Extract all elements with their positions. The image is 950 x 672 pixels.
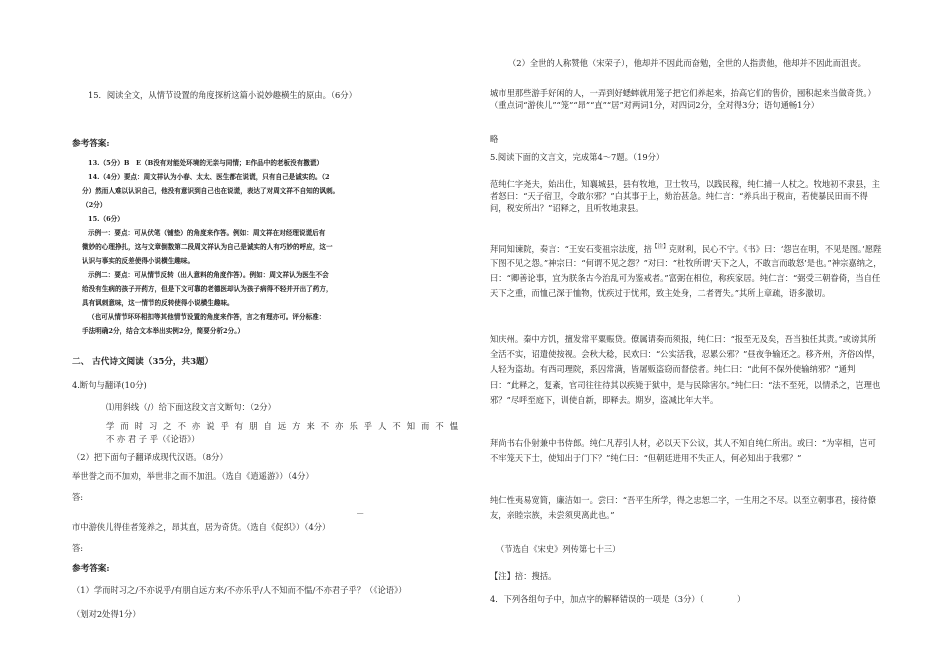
scoring-note: （也可从情节环环相扣等其他情节设置的角度来作答，言之有理亦可。评分标准： bbox=[88, 313, 326, 321]
question-4-2: （2）把下面句子翻译成现代汉语。（8分） bbox=[72, 452, 228, 462]
example-1-end: 认识与事实的反差使得小说横生趣味。 bbox=[82, 257, 195, 265]
answer-heading: 参考答案: bbox=[72, 139, 110, 149]
passage-paragraph-1: 范纯仁字尧夫，始出仕，知襄城县，县有牧地，卫士牧马，以践民稼，纯仁捕一人杖之。牧地初不隶县，主者怒曰：“天子宿卫，令敢尔邪？”白其事于上，劾治甚急。纯仁言：“养兵出于税亩，若使暴民田而不得问，税安所出？”诏释之，且听牧地隶县。 bbox=[490, 179, 880, 213]
passage-text: 克财利，民心不宁。《书》曰：‘怨岂在明，不见是图。’愿陛下图不见之怨。”神宗曰：“何谓不见之怨？”对曰：“杜牧所谓‘天下之人，不敢言而敢怒’是也。”神宗嘉纳之，曰：“卿善论事，宜为朕条古今治乱可为鉴戒者。”富弼在相位，称疾家居。纯仁言：“弼受三朝眷倚，当自任天下之重，而恤己深于恤物，忧疾过于忧邦，致主处身，二者胥失。”其所上章疏，语多激切。 bbox=[490, 243, 882, 298]
translation-answer-1: （2）全世的人称赞他（宋荣子），他却并不因此而奋勉，全世的人指责他，他却并不因此而沮丧。 bbox=[508, 58, 866, 68]
question-5: 5.阅读下面的文言文，完成第4～7题。（19分） bbox=[490, 152, 665, 162]
verse-line-1: 学 而 时 习 之 不 亦 说 乎 有 朋 自 远 方 来 不 亦 乐 乎 人 不 知 而 不 愠 bbox=[106, 421, 458, 431]
section-heading: 二、 古代诗文阅读（35分，共3题） bbox=[72, 357, 214, 367]
verse-line-2: 不 亦 君 子 乎（《论语》） bbox=[106, 434, 200, 444]
example-1-cont: 微妙的心理挣扎，这与文章倒数第二段周文祥认为自己是诚实的人有巧妙的呼应，这一 bbox=[82, 243, 333, 251]
footnote: 【注】掊：搜括。 bbox=[490, 571, 557, 581]
omitted-mark: 略 bbox=[490, 134, 499, 144]
passage-paragraph-3: 知庆州。秦中方饥，擅发常平粟赈贷。僚属请奏而须报，纯仁曰：“报至无及矣，吾当独任其责。”或谤其所全活不实，诏遣使按视。会秋大稔，民欢曰：“公实活我，忍累公邪？”昼夜争输还之。移齐州，齐俗凶悍，人轻为盗劫。有西司理院，系囚常满，皆屠贩盗窃而督偿者。纯仁曰：“此何不保外使输纳邪？”通判曰：“此释之，复紊，官司往往待其以疾毙于狱中，是与民除害尔。”纯仁曰：“法不至死，以情杀之，岂理也邪？”尽呼至庭下，训使自新，即释去。期岁，盗减比年大半。 bbox=[490, 334, 881, 405]
question-4: 4.断句与翻译(10分) bbox=[72, 380, 147, 390]
answer-14-cont: 分）然而人难以认识自己，他没有意识到自己也在说谎，表达了对周文祥不自知的讽刺。 bbox=[82, 187, 340, 195]
answer-heading: 参考答案: bbox=[72, 564, 110, 574]
answer-14-score: （2分） bbox=[82, 201, 107, 209]
passage-paragraph-4: 拜尚书右仆射兼中书侍郎。纯仁凡荐引人材，必以天下公议，其人不知自纯仁所出。或曰：“为宰相，岂可不牢笼天下士，使知出于门下？”纯仁曰：“但朝廷进用不失正人，何必知出于我邪？” bbox=[490, 438, 876, 463]
question-15: 15．阅读全文，从情节设置的角度探析这篇小说妙趣横生的原由。（6分） bbox=[88, 90, 357, 100]
answer-label: 答: bbox=[72, 543, 84, 553]
sentence-2: 市中游侠儿得佳者笼养之，昂其直，居为奇货。（选自《促织》）（4分） bbox=[72, 522, 331, 532]
example-2-cont: 给没有生病的孩子开药方，但是下文可靠的老德医却认为孩子病得不轻并开出了药方， bbox=[82, 285, 333, 293]
answer-13: 13.（5分）B E（B没有对能处环境的无亲与同情；E作品中的老板没有撒谎） bbox=[88, 159, 324, 167]
passage-paragraph-2 bbox=[490, 240, 882, 300]
translation-answer-2: 城市里那些游手好闲的人，一弄到好蟋蟀就用笼子把它们养起来，抬高它们的售价，囤积起来当做奇货。）（重点词“游侠儿”“笼”“昂”“直”“居”对两词1分，对四词2分，全对得3分；语句通畅1分） bbox=[490, 88, 876, 110]
passage-text: 拜同知谏院，奏言：“王安石变祖宗法度，掊 bbox=[490, 243, 652, 254]
question-4-1: ⑴用斜线（/）给下面这段文言文断句：（2分） bbox=[106, 402, 276, 412]
question-4-choice: 4．下列各组句子中，加点字的解释错误的一项是（3分）（ ） bbox=[490, 594, 746, 604]
footnote-mark: 【注】 bbox=[651, 244, 669, 250]
answer-label: 答: bbox=[72, 492, 84, 502]
example-2: 示例二：要点：可从情节反转（出人意料的角度作答）。例如：周文祥认为医生不会 bbox=[88, 271, 329, 279]
answer-1-score: （划对2处得1分） bbox=[72, 609, 141, 619]
passage-paragraph-5: 纯仁性夷易宽简，廉洁如一。尝曰：“吾平生所学，得之忠恕二字，一生用之不尽。以至立朝事君，接待僚友，亲睦宗族，未尝须臾离此也。” bbox=[490, 495, 876, 520]
example-2-end: 具有讽刺意味，这一情节的反转使得小说横生趣味。 bbox=[82, 299, 234, 307]
scoring-note-cont: 手法明确2分，结合文本举出实例2分，简要分析2分。） bbox=[82, 327, 245, 335]
answer-15: 15.（6分） bbox=[88, 215, 124, 223]
answer-1: （1）学而时习之/不亦说乎/有朋自远方来/不亦乐乎/人不知而不愠/不亦君子乎？（《论语》） bbox=[72, 585, 407, 595]
sentence-1: 举世誉之而不加劝，举世非之而不加沮。（选自《逍遥游》）（4分） bbox=[72, 471, 314, 481]
example-1: 示例一：要点：可从伏笔（铺垫）的角度来作答。例如：周文祥在对经理说谎后有 bbox=[88, 229, 326, 237]
answer-14: 14.（4分）要点：周文祥认为小春、太太、医生都在说谎，只有自己是诚实的。（2 bbox=[88, 173, 330, 181]
source-citation: （节选自《宋史》列传第七十三） bbox=[496, 544, 621, 554]
dash-mark: － bbox=[356, 509, 365, 519]
